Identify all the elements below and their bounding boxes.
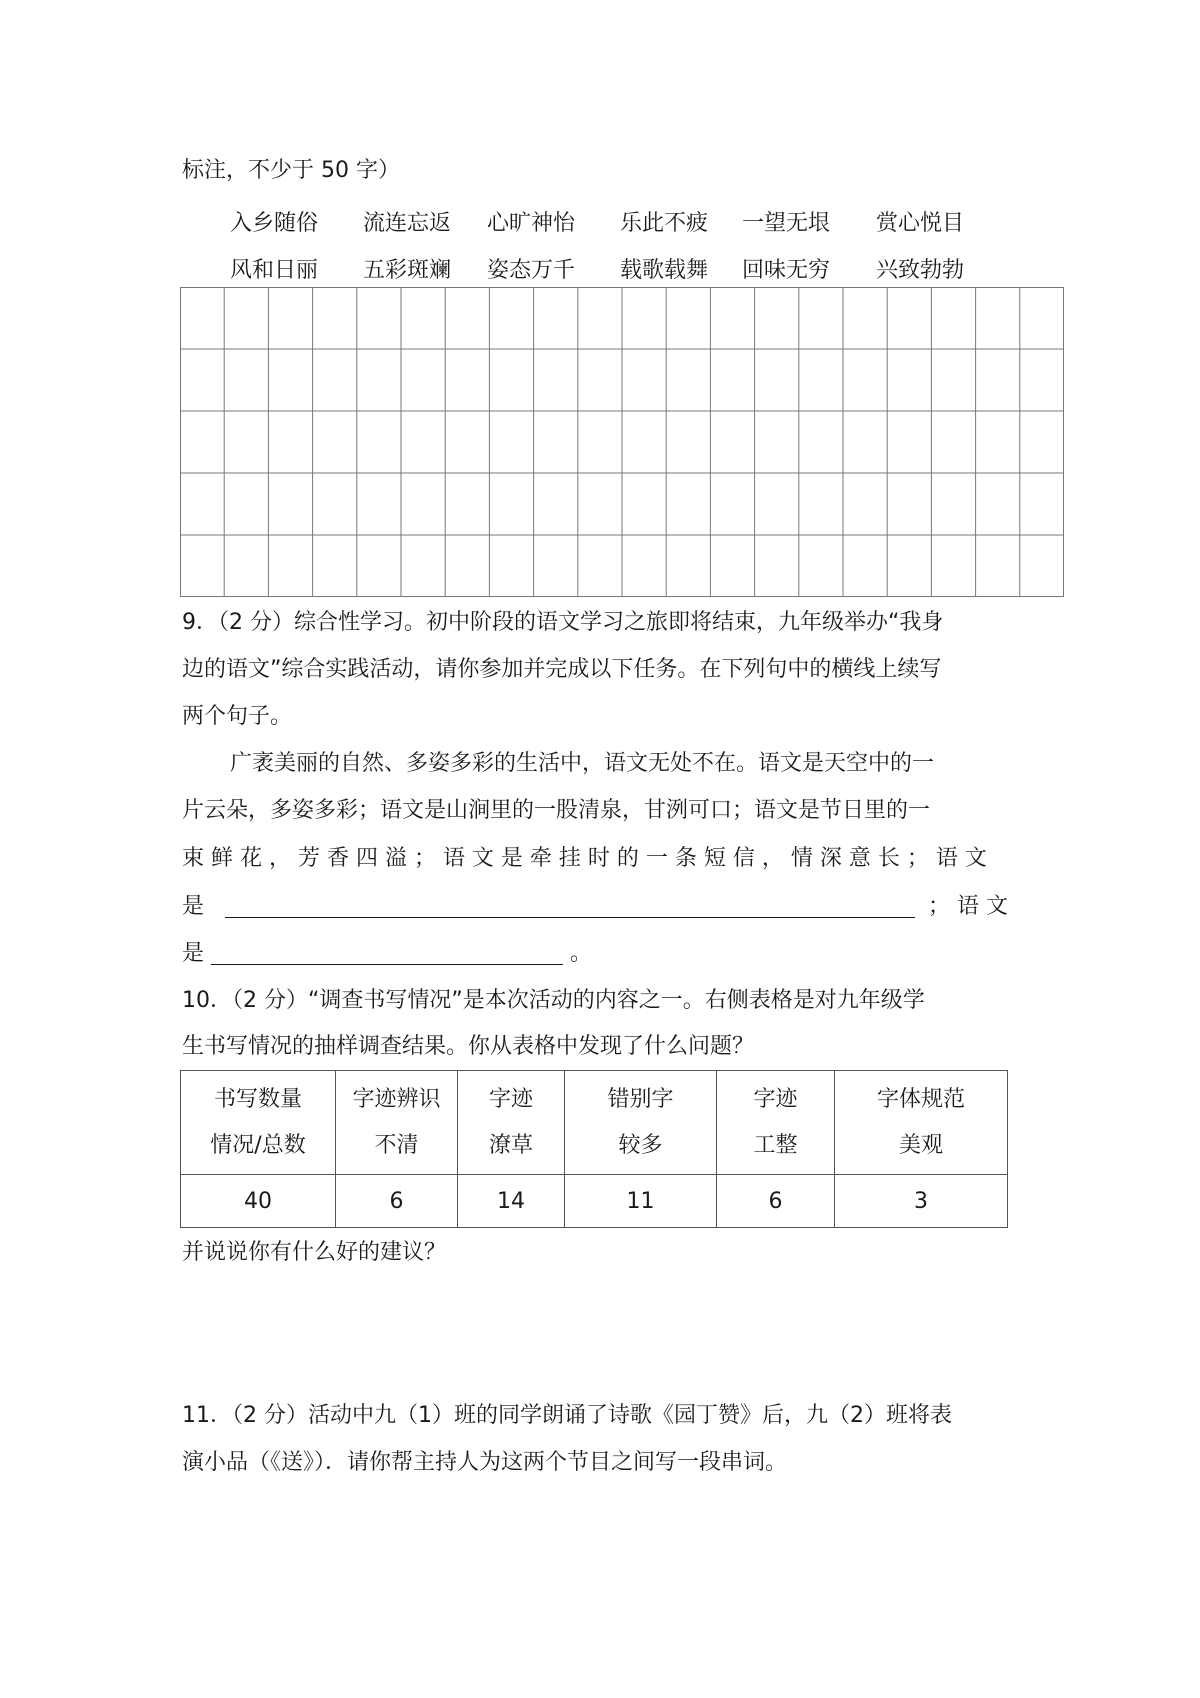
word-bank-item: 姿态万千 bbox=[487, 258, 576, 283]
table-header-cell: 字迹 工整 bbox=[717, 1071, 835, 1175]
q9-fill-prefix: 是 bbox=[182, 894, 205, 919]
q8-instruction-tail: 标注，不少于 50 字） bbox=[182, 158, 400, 183]
q9-fill-suffix: ； 语 文 bbox=[928, 894, 1009, 919]
table-header-cell: 书写数量 情况/总数 bbox=[181, 1071, 336, 1175]
word-bank-item: 一望无垠 bbox=[742, 211, 831, 236]
word-bank-item: 心旷神怡 bbox=[487, 211, 576, 236]
table-header-cell: 错别字 较多 bbox=[565, 1071, 717, 1175]
writing-grid[interactable] bbox=[180, 287, 1064, 597]
survey-table bbox=[180, 1070, 1008, 1228]
table-header-cell: 字迹 潦草 bbox=[458, 1071, 565, 1175]
table-cell: 14 bbox=[458, 1175, 565, 1228]
q9-blank-1[interactable] bbox=[225, 895, 915, 918]
word-bank-item: 乐此不疲 bbox=[620, 211, 709, 236]
q10-prompt-line: 10．（2 分）“调查书写情况”是本次活动的内容之一。右侧表格是对九年级学 bbox=[182, 988, 925, 1013]
q10-prompt-line: 生书写情况的抽样调查结果。你从表格中发现了什么问题？ bbox=[182, 1034, 755, 1059]
table-row bbox=[181, 1175, 1008, 1228]
word-bank-item: 回味无穷 bbox=[742, 258, 831, 283]
q9-passage-line: 片云朵，多姿多彩；语文是山涧里的一股清泉，甘洌可口；语文是节日里的一 bbox=[182, 798, 931, 823]
q11-prompt-line: 11．（2 分）活动中九（1）班的同学朗诵了诗歌《园丁赞》后，九（2）班将表 bbox=[182, 1403, 952, 1428]
q10-follow-up: 并说说你有什么好的建议？ bbox=[182, 1240, 447, 1265]
word-bank-item: 风和日丽 bbox=[230, 258, 319, 283]
q11-prompt-line: 演小品（《送》）．请你帮主持人为这两个节目之间写一段串词。 bbox=[182, 1450, 788, 1475]
table-cell: 40 bbox=[181, 1175, 336, 1228]
table-cell: 11 bbox=[565, 1175, 717, 1228]
q9-fill-prefix: 是 bbox=[182, 941, 205, 966]
word-bank-item: 五彩斑斓 bbox=[363, 258, 452, 283]
q9-passage-line: 广袤美丽的自然、多姿多彩的生活中，语文无处不在。语文是天空中的一 bbox=[230, 751, 935, 776]
table-header-row bbox=[181, 1071, 1008, 1175]
table-header-cell: 字迹辨识 不清 bbox=[336, 1071, 458, 1175]
word-bank-item: 流连忘返 bbox=[363, 211, 452, 236]
q9-prompt-line: 9．（2 分）综合性学习。初中阶段的语文学习之旅即将结束，九年级举办“我身 bbox=[182, 610, 944, 635]
word-bank-item: 载歌载舞 bbox=[620, 258, 709, 283]
word-bank-item: 兴致勃勃 bbox=[876, 258, 965, 283]
word-bank-item: 赏心悦目 bbox=[876, 211, 965, 236]
q9-fill-line-2 bbox=[182, 942, 592, 965]
q9-passage-line: 束 鲜 花 ， 芳 香 四 溢 ； 语 文 是 牵 挂 时 的 一 条 短 信 ， 情 深 意 长 ； 语 文 bbox=[182, 846, 987, 871]
word-bank-item: 入乡随俗 bbox=[230, 211, 319, 236]
q9-fill-suffix: 。 bbox=[570, 941, 593, 966]
q9-prompt-line: 边的语文”综合实践活动，请你参加并完成以下任务。在下列句中的横线上续写 bbox=[182, 657, 942, 682]
table-cell: 6 bbox=[336, 1175, 458, 1228]
q9-fill-line-1 bbox=[182, 895, 1008, 918]
table-cell: 3 bbox=[835, 1175, 1008, 1228]
table-header-cell: 字体规范 美观 bbox=[835, 1071, 1008, 1175]
q9-prompt-line: 两个句子。 bbox=[182, 704, 293, 729]
q9-blank-2[interactable] bbox=[211, 942, 563, 965]
table-cell: 6 bbox=[717, 1175, 835, 1228]
